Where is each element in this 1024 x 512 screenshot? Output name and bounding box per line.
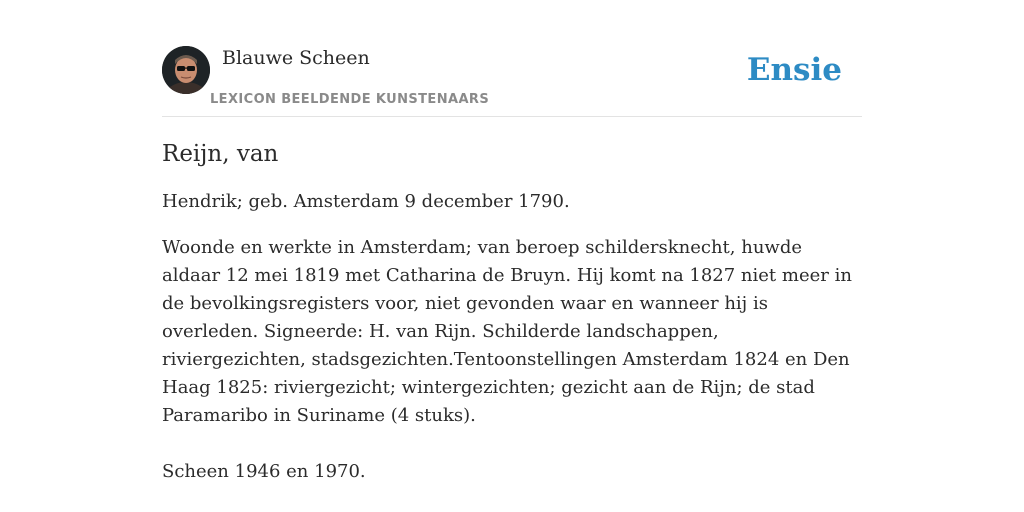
avatar-portrait-icon	[162, 46, 210, 94]
article-paragraph-birth: Hendrik; geb. Amsterdam 9 december 1790.	[162, 191, 570, 212]
header	[162, 46, 862, 117]
ensie-logo[interactable]: Ensie	[746, 52, 842, 88]
paragraph-spacer	[162, 430, 862, 458]
article	[162, 138, 862, 504]
article-paragraph-body: Woonde en werkte in Amsterdam; van beroep schildersknecht, huwde aldaar 12 mei 1819 met Catharina de Bruyn. Hij komt na 1827 niet meer in de bevolkingsregisters voor, niet gevonden waar en wanneer hij is overleden. Signeerde: H. van Rijn. Schilderde landschappen, riviergezichten, stadsgezichten.Tentoonstellingen Amsterdam 1824 en Den Haag 1825: riviergezicht; wintergezichten; gezicht aan de Rijn; de stad Paramaribo in Suriname (4 stuks).	[162, 237, 852, 426]
section-label: LEXICON BEELDENDE KUNSTENAARS	[210, 92, 490, 107]
article-paragraph-sources: Scheen 1946 en 1970.	[162, 461, 366, 482]
avatar[interactable]	[162, 46, 210, 94]
author-link[interactable]: Blauwe Scheen	[222, 47, 370, 69]
article-title: Reijn, van	[162, 141, 279, 167]
